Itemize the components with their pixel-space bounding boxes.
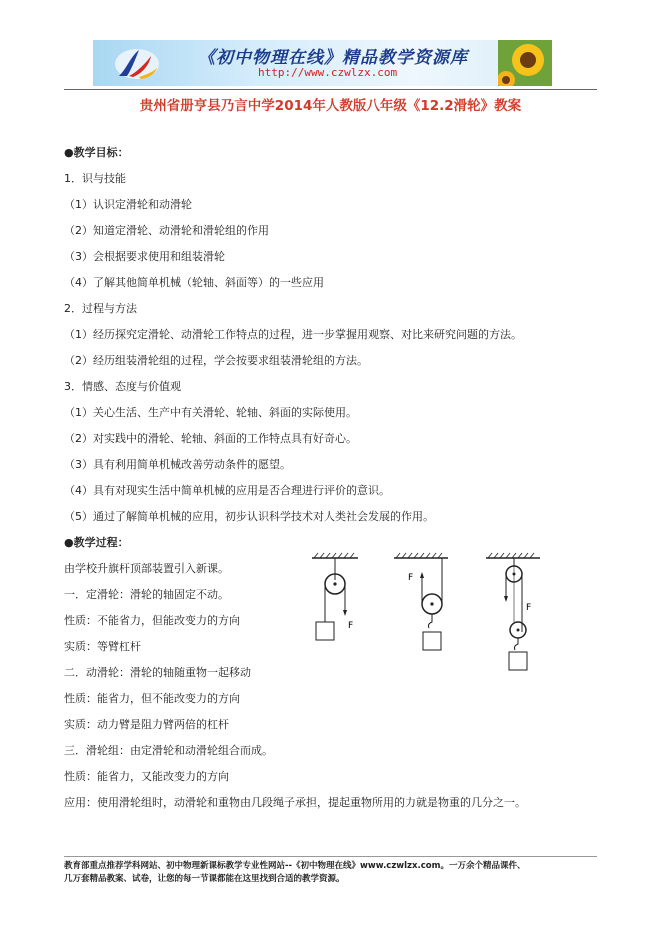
fixed-pulley-figure xyxy=(312,553,358,640)
footer-rule xyxy=(64,856,597,857)
text-line: 1．识与技能 xyxy=(64,172,126,185)
text-line: 应用：使用滑轮组时，动滑轮和重物由几段绳子承担，提起重物所用的力就是物重的几分之一。 xyxy=(64,796,526,809)
text-line: 实质：等臂杠杆 xyxy=(64,640,141,653)
pulley-diagram xyxy=(308,552,548,672)
text-line: 2．过程与方法 xyxy=(64,302,137,315)
force-label: F xyxy=(526,603,532,613)
text-line: （2）知道定滑轮、动滑轮和滑轮组的作用 xyxy=(64,224,269,237)
footer-line: 教育部重点推荐学科网站、初中物理新课标教学专业性网站--《初中物理在线》www.czwlzx.com。一万余个精品课件、 xyxy=(64,861,526,871)
pulley-block-figure xyxy=(486,553,540,670)
text-line: （1）关心生活、生产中有关滑轮、轮轴、斜面的实际使用。 xyxy=(64,406,357,419)
text-line: 性质：能省力，又能改变力的方向 xyxy=(64,770,229,783)
text-line: 实质：动力臂是阻力臂两倍的杠杆 xyxy=(64,718,229,731)
movable-pulley-figure xyxy=(394,553,448,650)
page-title: 贵州省册亨县乃言中学2014年人教版八年级《12.2滑轮》教案 xyxy=(139,98,522,114)
text-line: （2）对实践中的滑轮、轮轴、斜面的工作特点具有好奇心。 xyxy=(64,432,357,445)
banner-url[interactable]: http://www.czwlzx.com xyxy=(258,66,398,79)
text-line: 由学校升旗杆顶部装置引入新课。 xyxy=(64,562,229,575)
text-line: （2）经历组装滑轮组的过程，学会按要求组装滑轮组的方法。 xyxy=(64,354,368,367)
sunflower-icon xyxy=(498,40,552,86)
text-line: （1）经历探究定滑轮、动滑轮工作特点的过程，进一步掌握用观察、对比来研究问题的方法。 xyxy=(64,328,522,341)
text-line: 性质：能省力，但不能改变力的方向 xyxy=(64,692,240,705)
section-heading: ●教学目标： xyxy=(64,146,129,159)
force-label: F xyxy=(348,621,354,631)
header-banner xyxy=(93,40,552,86)
text-line: （4）具有对现实生活中简单机械的应用是否合理进行评价的意识。 xyxy=(64,484,390,497)
banner-title: 《初中物理在线》精品教学资源库 xyxy=(198,48,468,68)
text-line: 三．滑轮组：由定滑轮和动滑轮组合而成。 xyxy=(64,744,273,757)
text-line: （5）通过了解简单机械的应用，初步认识科学技术对人类社会发展的作用。 xyxy=(64,510,434,523)
text-line: 3．情感、态度与价值观 xyxy=(64,380,181,393)
text-line: （4）了解其他简单机械（轮轴、斜面等）的一些应用 xyxy=(64,276,324,289)
text-line: （3）会根据要求使用和组装滑轮 xyxy=(64,250,225,263)
footer-line: 几万套精品教案、试卷，让您的每一节课都能在这里找到合适的教学资源。 xyxy=(64,874,345,884)
site-logo-icon xyxy=(113,46,161,82)
text-line: 二．动滑轮：滑轮的轴随重物一起移动 xyxy=(64,666,251,679)
text-line: （1）认识定滑轮和动滑轮 xyxy=(64,198,192,211)
section-heading: ●教学过程： xyxy=(64,536,129,549)
text-line: 性质：不能省力，但能改变力的方向 xyxy=(64,614,240,627)
text-line: 一．定滑轮：滑轮的轴固定不动。 xyxy=(64,588,229,601)
header-rule xyxy=(64,89,597,90)
page-footer xyxy=(64,860,525,886)
text-line: （3）具有利用简单机械改善劳动条件的愿望。 xyxy=(64,458,291,471)
force-label: F xyxy=(408,573,414,583)
